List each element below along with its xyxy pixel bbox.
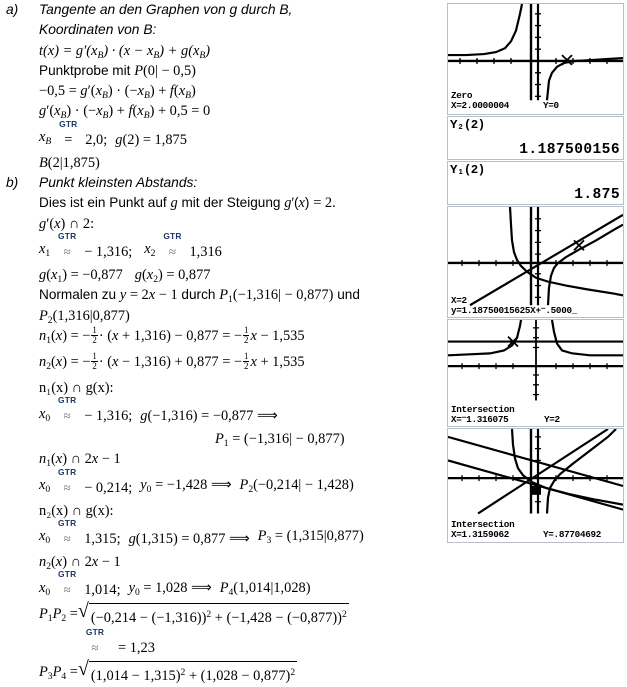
x2-symbol: $x_2$ (144, 241, 156, 260)
y0-b-value: $y_0 = -1,428$ ⟹ (140, 477, 232, 496)
calculator-screens-column (447, 3, 624, 544)
approx-symbol: ≈ (63, 531, 71, 547)
substitution-row (0, 81, 440, 101)
gtr-tag: GTR (58, 569, 77, 580)
gtr-tag: GTR (85, 627, 105, 638)
equals-symbol: = (64, 131, 73, 148)
p1-result: $P_1 = (-1,316| - 0,877)$ (215, 431, 345, 450)
xb-solution-row (0, 118, 440, 153)
intersection1-y-readout: Y=2 (544, 414, 560, 425)
n1-definition: $n_1(x)$ = − $\frac{1}{2}$ · (x + 1,316) − 0,877 = − $\frac{1}{2}$ x − 1,535 (39, 325, 305, 347)
p1-result-row (0, 429, 440, 449)
x0-b-row (0, 466, 440, 501)
distance-p1p2-result: = 1,23 (118, 640, 155, 657)
part-a-label: a) (6, 2, 19, 17)
zero-y-readout: Y=0 (543, 100, 559, 111)
part-b-heading: Punkt kleinsten Abstands: (39, 175, 198, 191)
tangent-formula: $t(x) = g'(x_B) \cdot (x - x_B) + g(x_B)$ (39, 42, 211, 61)
calc-screen-intersection-2 (447, 428, 624, 543)
substitution-equation: $-0,5 = g'(x_B) \cdot (-x_B) + f(x_B)$ (39, 83, 196, 102)
p2-result: $P_2(-0,214| - 1,428)$ (239, 477, 354, 496)
x0-symbol: $x_0$ (39, 477, 51, 496)
gtr-tag: GTR (59, 118, 78, 129)
tangent-formula-row (0, 41, 440, 61)
n1-definition-row (0, 326, 440, 352)
g-at-a: g(−1,316) = −0,877 ⟹ (140, 408, 278, 424)
gx-values-row (0, 265, 440, 285)
normals-row-2 (0, 306, 440, 326)
xb-symbol: $x_B$ (39, 129, 52, 148)
intersection2-status: Intersection (451, 519, 515, 530)
normals-text-1: Normalen zu y = 2x − 1 durch $P_1(-1,316| - 0,877)$ und (39, 287, 360, 306)
part-b-block (0, 173, 440, 687)
part-b-label: b) (6, 175, 19, 191)
sqrt-p1p2 (77, 599, 349, 628)
approx-symbol: ≈ (91, 640, 99, 656)
approx-symbol: ≈ (63, 408, 71, 424)
x0-c-value: 1,315; (84, 530, 121, 547)
normals-row-1 (0, 285, 440, 305)
normals-text-2: $P_2(1,316|0,877)$ (39, 307, 130, 326)
point-b-row (0, 153, 440, 173)
tangent-x-readout: X=2 (451, 295, 467, 306)
gtr-tag: GTR (58, 518, 77, 529)
intersection2-y-readout: Y=.87704692 (543, 529, 602, 540)
gtr-approx-x0-a (52, 395, 82, 424)
intersection2-x-readout: X=1.3159062 (451, 529, 510, 540)
approx-symbol: ≈ (168, 243, 177, 259)
x0-a-row (0, 395, 440, 429)
x0-symbol: $x_0$ (39, 579, 51, 598)
tangent-equation-readout: y=1.18750015625X+⁻.5000_ (451, 305, 578, 316)
x0-b-value: − 0,214; (84, 479, 133, 496)
g-x2-value: $g(x_2) = 0,877$ (134, 266, 211, 285)
zero-graph-svg (448, 4, 623, 114)
approx-symbol: ≈ (63, 243, 71, 259)
n2-definition: $n_2(x)$ = − $\frac{1}{2}$ · (x − 1,316) + 0,877 = − $\frac{1}{2}$ x + 1,535 (39, 351, 305, 373)
part-a-heading-line-2: Koordinaten von B: (39, 22, 157, 38)
point-test-text: Punktprobe mit P(0| − 0,5) (39, 62, 196, 79)
y2-expression: Y₂(2) (450, 118, 485, 132)
sqrt-p3p4 (77, 657, 297, 686)
sqrt-body-p3p4: $(1,014 - 1,315)^2 + (1,028 - 0,877)^2$ (89, 661, 297, 686)
distance-p3p4-label: $P_3P_4$ = (39, 663, 78, 682)
tangent-graph-svg (448, 207, 623, 317)
part-a-heading-row-2 (0, 20, 440, 40)
gtr-approx-x1 (52, 230, 82, 259)
gtr-approx-result (80, 627, 110, 656)
cut-n2-line: $n_2(x)$ ∩ 2x − 1 (39, 554, 121, 573)
n2-definition-row (0, 352, 440, 378)
zero-status: Zero (451, 90, 473, 101)
p4-result: $P_4(1,014|1,028)$ (219, 579, 311, 598)
y1-value: 1.875 (574, 187, 620, 203)
gtr-equals-xb (53, 118, 83, 148)
gtr-approx-x0-b (52, 466, 82, 495)
g2-value: g(2) = 1,875 (115, 131, 187, 148)
calc-screen-tangent (447, 206, 624, 318)
x1-value: − 1,316; (84, 243, 133, 260)
gtr-tag: GTR (58, 230, 77, 241)
g-x1-value: $g(x_1) = -0,877$ (39, 266, 123, 285)
approx-symbol: ≈ (63, 479, 71, 495)
part-a-block (0, 0, 440, 173)
gtr-approx-x2 (157, 230, 187, 259)
x0-symbol: $x_0$ (39, 528, 51, 547)
x0-d-value: 1,014; (84, 582, 121, 599)
y0-d-value: $y_0 = 1,028$ ⟹ (128, 579, 212, 598)
derivative-cut: g′(x) ∩ 2: (39, 215, 95, 232)
part-b-heading-row (0, 173, 440, 193)
radical-sign: √ (77, 599, 89, 622)
calc-screen-y2-value (447, 116, 624, 160)
p3-result: $P_3 = (1,315|0,877)$ (257, 528, 364, 547)
x2-value: 1,316 (189, 243, 222, 260)
intersection1-x-readout: X=⁻1.316075 (451, 414, 509, 425)
zero-equation: $g'(x_B) \cdot (-x_B) + f(x_B) + 0,5 = 0$ (39, 103, 211, 122)
calc-screen-y1-value (447, 161, 624, 205)
gtr-tag: GTR (163, 230, 182, 241)
part-b-intro: Dies ist ein Punkt auf g mit der Steigung g′(x) = 2. (39, 195, 336, 212)
point-b: B(2|1,875) (39, 154, 100, 171)
part-a-heading-line-1: Tangente an den Graphen von g durch B, (39, 2, 293, 17)
zero-x-readout: X=2.0000004 (451, 100, 510, 111)
gtr-approx-x0-c (52, 518, 82, 547)
calc-screen-intersection-1 (447, 319, 624, 427)
intersection1-status: Intersection (451, 404, 515, 415)
y1-expression: Y₁(2) (450, 163, 485, 177)
x1-symbol: $x_1$ (39, 241, 51, 260)
sqrt-body-p1p2: $(-0,214 - (-1,316))^2 + (-1,428 - (-0,877))^2$ (89, 603, 349, 628)
distance-p1p2-label: $P_1P_2$ = (39, 605, 78, 624)
cut-n2-g: n₂(x) ∩ g(x): (39, 502, 114, 519)
part-a-heading-row-1 (0, 0, 440, 20)
part-b-intro-row (0, 193, 440, 213)
x0-a-value: − 1,316; (84, 408, 133, 424)
cut-n1-g: n₁(x) ∩ g(x): (39, 379, 114, 396)
x0-c-row (0, 518, 440, 552)
radical-sign: √ (77, 657, 89, 680)
gtr-tag: GTR (58, 466, 77, 477)
x0-symbol: $x_0$ (39, 405, 51, 424)
calc-screen-zero (447, 3, 624, 115)
g-at-c: g(1,315) = 0,877 ⟹ (128, 530, 250, 547)
x1-x2-row (0, 230, 440, 265)
distance-p1p2-row (0, 599, 440, 629)
xb-value: 2,0; (85, 131, 108, 148)
approx-symbol: ≈ (63, 582, 71, 598)
cut-n1-line: $n_1(x)$ ∩ 2x − 1 (39, 451, 121, 470)
gtr-approx-x0-d (52, 569, 82, 598)
gtr-tag: GTR (58, 395, 77, 406)
point-test-row (0, 61, 440, 81)
y2-value: 1.187500156 (519, 142, 620, 158)
x0-d-row (0, 569, 440, 603)
distance-p1p2-result-row (0, 627, 440, 661)
distance-p3p4-row (0, 657, 440, 687)
